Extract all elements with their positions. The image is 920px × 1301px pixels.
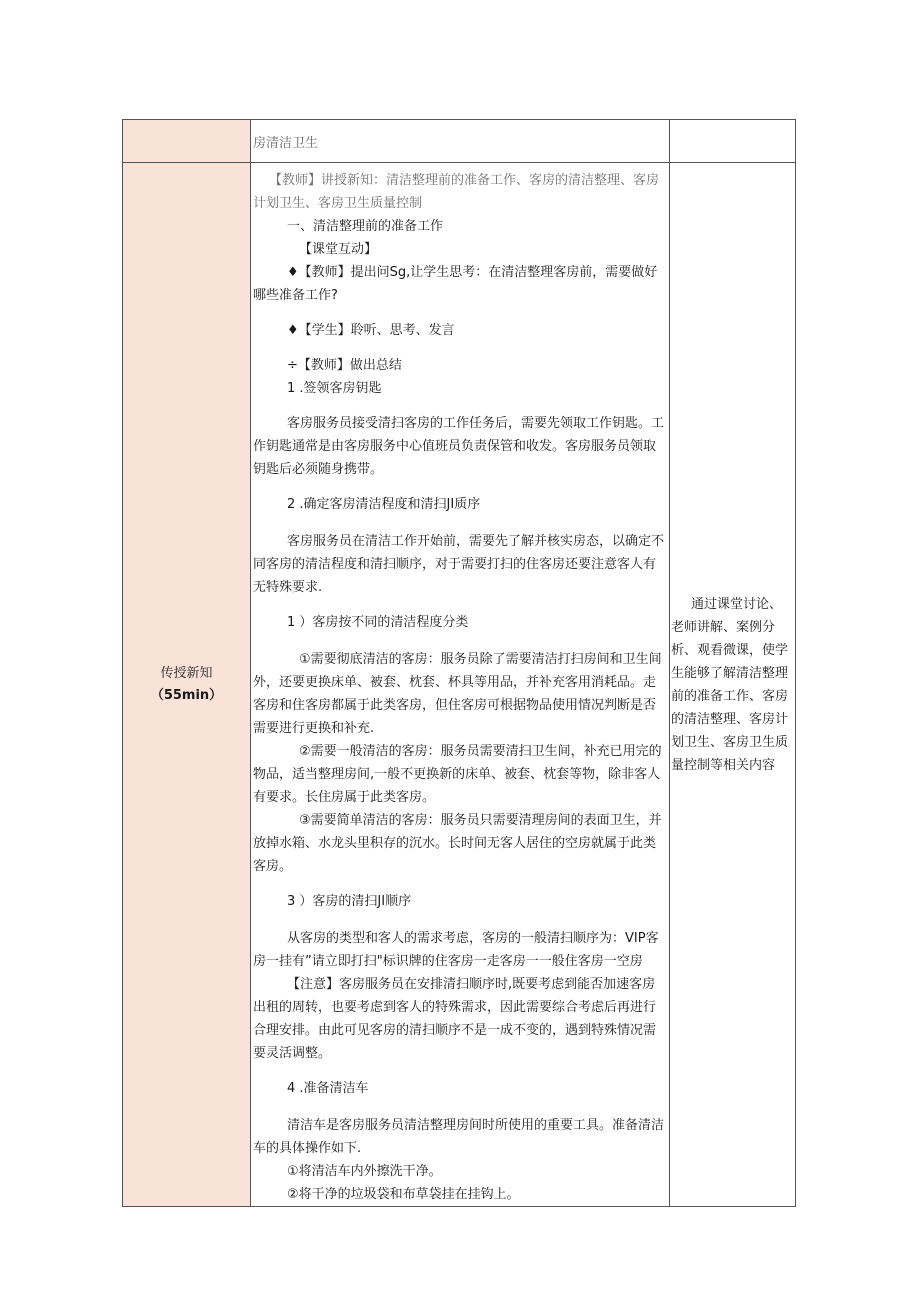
stage-cell: [123, 120, 251, 163]
stage-label: 传授新知: [160, 665, 213, 681]
teacher-summary: ÷【教师】做出总结: [287, 358, 402, 373]
stage-cell: [123, 163, 251, 1207]
note-cell: [670, 120, 796, 163]
sub-heading: 1 ）客房按不同的清洁程度分类: [287, 615, 469, 630]
note-cell: [670, 163, 796, 1207]
paragraph: 客房服务员接受清扫客房的工作任务后，需要先领取工作钥匙。工作钥匙通常是由客房服务中心值班员负责保管和收发。客房服务员领取钥匙后必须随身携带。: [253, 416, 665, 477]
table-row: [123, 163, 796, 1207]
content-cell: [251, 163, 670, 1207]
note-paragraph: 【注意】客房服务员在安排清扫顺序时,既要考虑到能否加速客房出租的周转，也要考虑到客人的特殊需求，因此需要综合考虑后再进行合理安排。由此可见客房的清扫顺序不是一成不变的，遇到特殊情况需要灵活调整。: [253, 977, 657, 1061]
paragraph: ②需要一般清洁的客房：服务员需要清扫卫生间，补充已用完的物品，适当整理房间,一般不更换新的床单、被套、枕套等物，除非客人有要求。长住房属于此类客房。: [253, 744, 662, 805]
item-heading: 2 .确定客房清洁程度和清扫JI质序: [287, 497, 481, 512]
paragraph: ③需要简单清洁的客房：服务员只需要清理房间的表面卫生，并放掉水箱、水龙头里积存的沉水。长时间无客人居住的空房就属于此类客房。: [253, 813, 662, 874]
lesson-plan-table: [122, 119, 796, 1207]
table-row: [123, 120, 796, 163]
sub-heading: 3 ）客房的清扫JI顺序: [287, 894, 412, 909]
content-cell: 房清洁卫生: [251, 120, 670, 163]
student-action: ♦【学生】聆听、思考、发言: [287, 323, 455, 338]
teacher-question: ♦【教师】提出问Sg,让学生思考：在清洁整理客房前，需要做好哪些准备工作?: [253, 265, 658, 303]
paragraph: ②将干净的垃圾袋和布草袋挂在挂钩上。: [287, 1187, 520, 1202]
teacher-intro: 【教师】讲授新知：清洁整理前的准备工作、客房的清洁整理、客房计划卫生、客房卫生质量控制: [253, 173, 660, 211]
paragraph: ①需要彻底清洁的客房：服务员除了需要清洁打扫房间和卫生间外，还要更换床单、被套、枕套、杯具等用品，并补充客用消耗品。走客房和住客房都属于此类客房，但住客房可根据物品使用情况判断是否需要进行更换和补充.: [253, 652, 662, 736]
teaching-goal: 通过课堂讨论、老师讲解、案例分析、观看微课，使学生能够了解清洁整理前的准备工作、客房的清洁整理、客房计划卫生、客房卫生质量控制等相关内容: [671, 596, 789, 773]
stage-duration: （55min）: [150, 687, 223, 703]
activity-heading: 【课堂互动】: [299, 242, 378, 257]
paragraph: 客房服务员在清洁工作开始前，需要先了解并核实房态，以确定不同客房的清洁程度和清扫顺序，对于需要打扫的住客房还要注意客人有无特殊要求.: [253, 534, 665, 595]
section-heading: 一、清洁整理前的准备工作: [287, 219, 444, 234]
item-heading: 1 .签领客房钥匙: [287, 381, 382, 396]
paragraph: 从客房的类型和客人的需求考虑，客房的一般清扫顺序为：VIP客房一挂有”请立即打扫"标识牌的住客房一走客房一一般住客房一空房: [253, 931, 659, 969]
paragraph: 清洁车是客房服务员清洁整理房间时所使用的重要工具。准备清洁车的具体操作如下.: [253, 1118, 665, 1156]
item-heading: 4 .准备清洁车: [287, 1081, 369, 1096]
paragraph: ①将清洁车内外擦洗干净。: [287, 1164, 442, 1179]
